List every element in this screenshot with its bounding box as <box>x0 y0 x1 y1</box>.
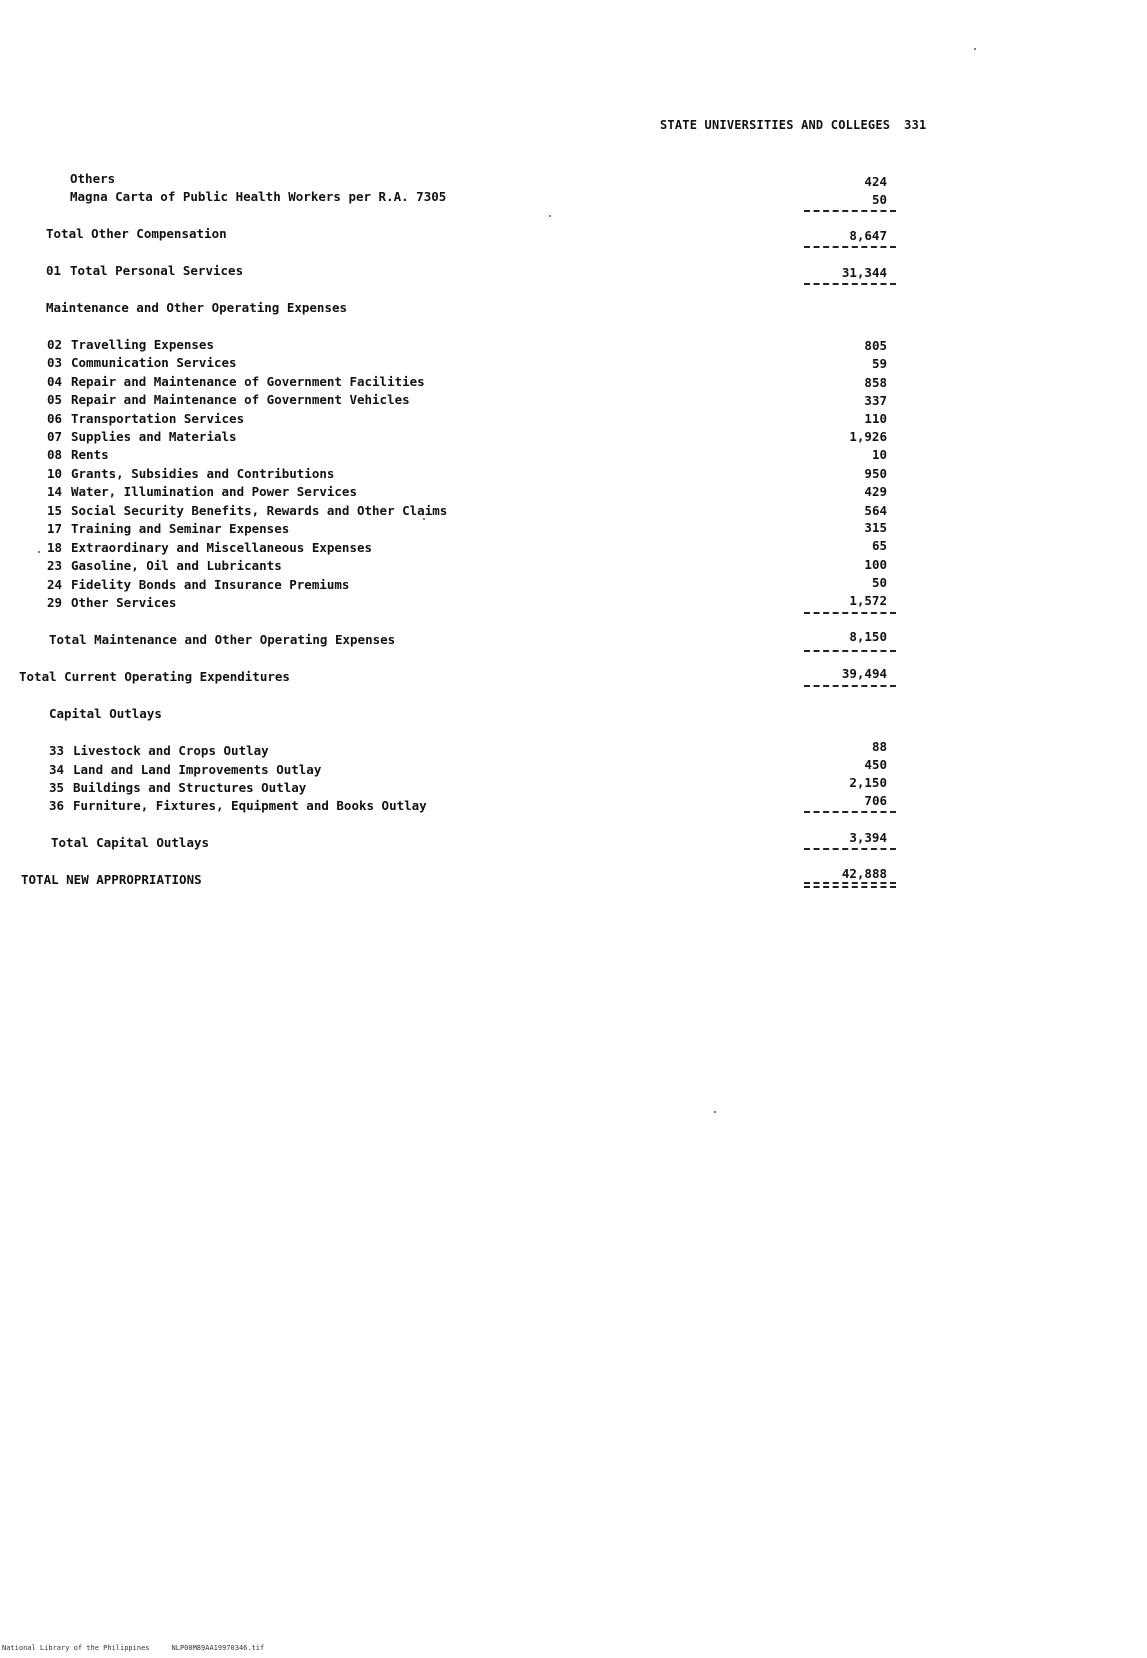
subtotal-amount: 8,647 <box>849 228 887 243</box>
line-label: Fidelity Bonds and Insurance Premiums <box>71 577 350 592</box>
line-item <box>47 448 109 462</box>
line-label: Capital Outlays <box>49 706 162 721</box>
line-amount: 429 <box>864 484 887 499</box>
line-code: 33 <box>49 743 65 758</box>
line-item <box>49 744 269 758</box>
scan-speck <box>549 215 551 217</box>
line-item <box>49 799 427 813</box>
line-amount: 706 <box>864 793 887 808</box>
line-amount: 858 <box>864 375 887 390</box>
line-amount: 564 <box>864 503 887 518</box>
section-heading <box>49 707 162 721</box>
line-label: Repair and Maintenance of Government Vehicles <box>71 392 410 407</box>
line-code: 07 <box>47 429 63 444</box>
line-label: Rents <box>71 447 109 462</box>
line-code: 01 <box>46 263 62 278</box>
line-label: Transportation Services <box>71 411 245 426</box>
line-label: Repair and Maintenance of Government Facilities <box>71 374 425 389</box>
line-amount: 424 <box>864 174 887 189</box>
line-code: 23 <box>47 558 63 573</box>
line-label: Maintenance and Other Operating Expenses <box>46 300 348 315</box>
line-amount: 10 <box>871 447 887 462</box>
line-item <box>70 172 115 186</box>
subtotal-rule <box>804 650 896 652</box>
line-item <box>49 763 321 777</box>
line-code: 24 <box>47 577 63 592</box>
line-amount: 1,926 <box>849 429 887 444</box>
line-code: 06 <box>47 411 63 426</box>
subtotal-line <box>51 836 209 850</box>
line-item <box>47 522 289 536</box>
section-heading <box>46 301 347 315</box>
line-item <box>47 578 349 592</box>
subtotal-line <box>49 633 395 647</box>
line-item <box>47 485 357 499</box>
subtotal-line <box>46 264 243 278</box>
scan-speck <box>423 518 425 520</box>
grand-total-amount: 42,888 <box>841 866 887 881</box>
line-label: Social Security Benefits, Rewards and Other Claims <box>71 503 448 518</box>
line-amount: 2,150 <box>849 775 887 790</box>
double-rule <box>804 882 896 884</box>
line-label: Livestock and Crops Outlay <box>73 743 269 758</box>
line-amount: 100 <box>864 557 887 572</box>
scan-speck <box>38 551 40 553</box>
subtotal-rule <box>804 848 896 850</box>
line-code: 02 <box>47 337 63 352</box>
line-code: 08 <box>47 447 63 462</box>
scan-footer <box>2 1644 264 1652</box>
subtotal-amount: 8,150 <box>849 629 887 644</box>
line-amount: 337 <box>864 393 887 408</box>
line-code: 10 <box>47 466 63 481</box>
scan-speck <box>974 48 976 50</box>
line-item <box>47 541 372 555</box>
line-item <box>47 596 176 610</box>
line-amount: 950 <box>864 466 887 481</box>
line-label: Buildings and Structures Outlay <box>73 780 307 795</box>
line-amount: 315 <box>864 520 887 535</box>
line-label: Furniture, Fixtures, Equipment and Books Outlay <box>73 798 427 813</box>
scan-speck <box>714 1111 716 1113</box>
line-label: Total Capital Outlays <box>51 835 210 850</box>
line-label: Grants, Subsidies and Contributions <box>71 466 335 481</box>
line-label: Training and Seminar Expenses <box>71 521 290 536</box>
line-code: 17 <box>47 521 63 536</box>
line-amount: 50 <box>871 192 887 207</box>
line-item <box>47 338 214 352</box>
line-code: 36 <box>49 798 65 813</box>
subtotal-line <box>46 227 227 241</box>
line-label: Supplies and Materials <box>71 429 237 444</box>
line-label: Others <box>70 171 116 186</box>
total-line <box>19 670 290 684</box>
line-label: Other Services <box>71 595 177 610</box>
subtotal-rule <box>804 246 896 248</box>
line-item <box>47 412 244 426</box>
line-amount: 65 <box>871 538 887 553</box>
line-label: Total Current Operating Expenditures <box>19 669 290 684</box>
line-label: Water, Illumination and Power Services <box>71 484 357 499</box>
line-label: Total Other Compensation <box>46 226 227 241</box>
subtotal-rule <box>804 612 896 614</box>
line-label: Extraordinary and Miscellaneous Expenses <box>71 540 373 555</box>
line-item <box>47 559 282 573</box>
subtotal-amount: 31,344 <box>841 265 887 280</box>
line-amount: 50 <box>871 575 887 590</box>
line-item <box>47 375 425 389</box>
line-code: 15 <box>47 503 63 518</box>
line-amount: 450 <box>864 757 887 772</box>
line-code: 03 <box>47 355 63 370</box>
line-label: Magna Carta of Public Health Workers per R.A. 7305 <box>70 189 447 204</box>
line-code: 05 <box>47 392 63 407</box>
subtotal-rule <box>804 283 896 285</box>
line-amount: 88 <box>871 739 887 754</box>
line-label: Total Personal Services <box>70 263 244 278</box>
line-code: 14 <box>47 484 63 499</box>
line-label: Communication Services <box>71 355 237 370</box>
subtotal-rule <box>804 210 896 212</box>
line-label: Gasoline, Oil and Lubricants <box>71 558 282 573</box>
line-amount: 1,572 <box>849 593 887 608</box>
line-label: TOTAL NEW APPROPRIATIONS <box>21 872 202 887</box>
running-header-title: STATE UNIVERSITIES AND COLLEGES <box>660 118 891 132</box>
line-item <box>47 356 237 370</box>
line-item <box>70 190 446 204</box>
line-code: 29 <box>47 595 63 610</box>
line-item <box>49 781 306 795</box>
line-code: 04 <box>47 374 63 389</box>
footer-library: National Library of the Philippines <box>2 1644 150 1652</box>
total-amount: 39,494 <box>841 666 887 681</box>
line-item <box>47 467 334 481</box>
line-code: 34 <box>49 762 65 777</box>
line-amount: 805 <box>864 338 887 353</box>
page-number: 331 <box>904 118 927 132</box>
line-label: Total Maintenance and Other Operating Expenses <box>49 632 396 647</box>
line-code: 18 <box>47 540 63 555</box>
running-header <box>660 118 926 132</box>
grand-total-line <box>21 873 202 887</box>
line-amount: 110 <box>864 411 887 426</box>
line-item <box>47 504 447 518</box>
line-code: 35 <box>49 780 65 795</box>
subtotal-rule <box>804 811 896 813</box>
line-item <box>47 430 237 444</box>
subtotal-rule <box>804 685 896 687</box>
line-label: Travelling Expenses <box>71 337 214 352</box>
line-label: Land and Land Improvements Outlay <box>73 762 322 777</box>
footer-file: NLP00M89AA19970346.tif <box>171 1644 265 1652</box>
line-amount: 59 <box>871 356 887 371</box>
line-item <box>47 393 410 407</box>
subtotal-amount: 3,394 <box>849 830 887 845</box>
